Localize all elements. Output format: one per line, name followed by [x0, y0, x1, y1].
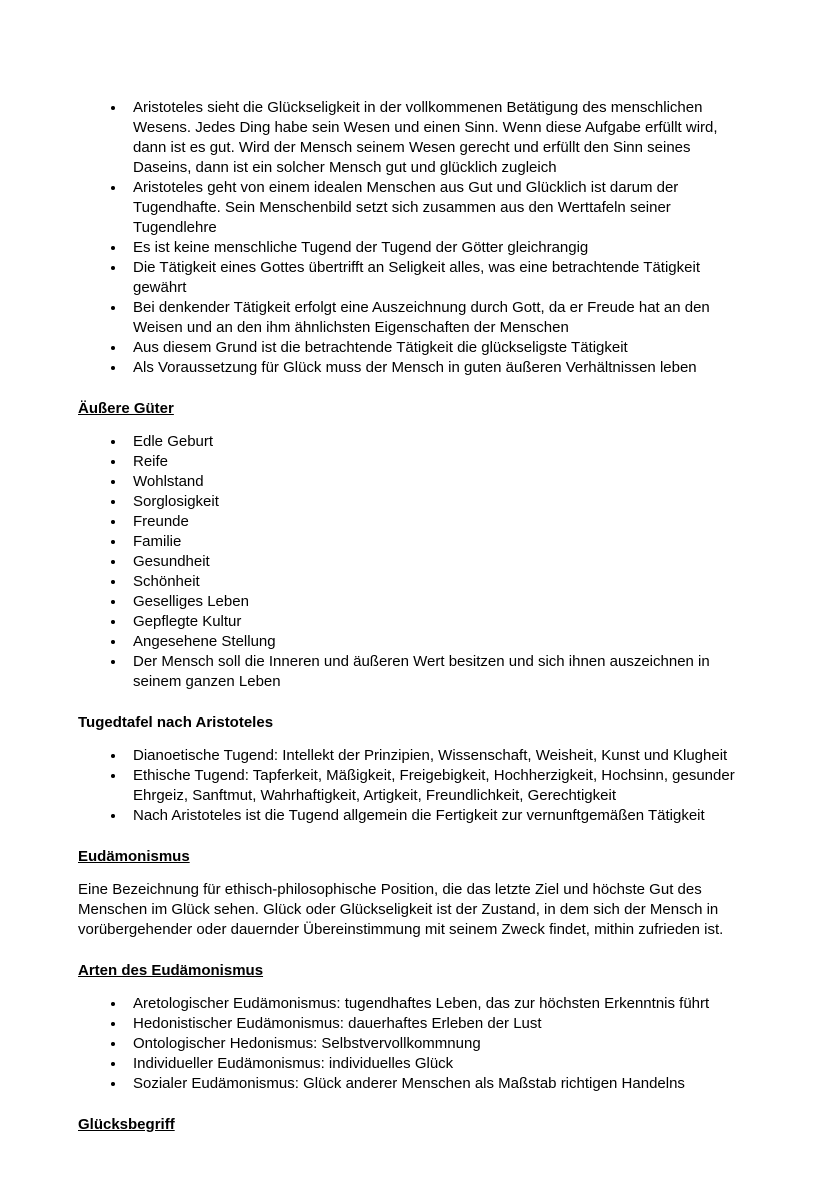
intro-bullet-list	[78, 98, 750, 378]
bullet-item: • Ontologischer Hedonismus: Selbstvervollkommnung	[126, 1034, 750, 1054]
bullet-item: • Wohlstand	[126, 472, 750, 492]
bullet-item: • Es ist keine menschliche Tugend der Tugend der Götter gleichrangig	[126, 238, 750, 258]
bullet-item: • Die Tätigkeit eines Gottes übertrifft an Seligkeit alles, was eine betrachtende Tätigkeit gewährt	[126, 258, 750, 298]
section-heading-eudaemonismus: Eudämonismus	[78, 848, 190, 865]
bullet-item: • Dianoetische Tugend: Intellekt der Prinzipien, Wissenschaft, Weisheit, Kunst und Klugheit	[126, 746, 750, 766]
arten-bullet-list	[78, 994, 750, 1094]
bullet-item: • Sorglosigkeit	[126, 492, 750, 512]
bullet-item: • Freunde	[126, 512, 750, 532]
section-heading-gluecksbegriff: Glücksbegriff	[78, 1116, 175, 1133]
bullet-item: • Bei denkender Tätigkeit erfolgt eine Auszeichnung durch Gott, da er Freude hat an den Weisen und an den ihm ähnlichsten Eigenschaften der Menschen	[126, 298, 750, 338]
section-heading-arten-des-eudaemonismus: Arten des Eudämonismus	[78, 962, 264, 979]
bullet-item: • Aretologischer Eudämonismus: tugendhaftes Leben, das zur höchsten Erkenntnis führt	[126, 994, 750, 1014]
bullet-item: • Der Mensch soll die Inneren und äußeren Wert besitzen und sich ihnen auszeichnen in seinem ganzen Leben	[126, 652, 750, 692]
bullet-item: • Individueller Eudämonismus: individuelles Glück	[126, 1054, 750, 1074]
bullet-item: • Als Voraussetzung für Glück muss der Mensch in guten äußeren Verhältnissen leben	[126, 358, 750, 378]
bullet-item: • Aus diesem Grund ist die betrachtende Tätigkeit die glückseligste Tätigkeit	[126, 338, 750, 358]
bullet-item: • Gesundheit	[126, 552, 750, 572]
section-heading-aeussere-gueter: Äußere Güter	[78, 400, 174, 417]
bullet-item: • Nach Aristoteles ist die Tugend allgemein die Fertigkeit zur vernunftgemäßen Tätigkeit	[126, 806, 750, 826]
bullet-item: • Gepflegte Kultur	[126, 612, 750, 632]
bullet-item: • Geselliges Leben	[126, 592, 750, 612]
eudaemonismus-paragraph: Eine Bezeichnung für ethisch-philosophische Position, die das letzte Ziel und höchste Gut des Menschen im Glück sehen. Glück oder Glückseligkeit ist der Zustand, in dem sich der Mensch in vorübergehender oder dauernder Übereinstimmung mit seinem Zweck findet, mithin zufrieden ist.	[78, 881, 724, 938]
aeussere-gueter-bullet-list	[78, 432, 750, 692]
bullet-item: • Aristoteles sieht die Glückseligkeit in der vollkommenen Betätigung des menschlichen Wesens. Jedes Ding habe sein Wesen und einen Sinn. Wenn diese Aufgabe erfüllt wird, dann ist es gut. Wird der Mensch seinem Wesen gerecht und erfüllt den Sinn seines Daseins, dann ist ein solcher Mensch gut und glücklich zugleich	[126, 98, 750, 178]
bullet-item: • Schönheit	[126, 572, 750, 592]
bullet-item: • Edle Geburt	[126, 432, 750, 452]
bullet-item: • Sozialer Eudämonismus: Glück anderer Menschen als Maßstab richtigen Handelns	[126, 1074, 750, 1094]
bullet-item: • Ethische Tugend: Tapferkeit, Mäßigkeit, Freigebigkeit, Hochherzigkeit, Hochsinn, gesunder Ehrgeiz, Sanftmut, Wahrhaftigkeit, Artigkeit, Freundlichkeit, Gerechtigkeit	[126, 766, 750, 806]
bullet-item: • Aristoteles geht von einem idealen Menschen aus Gut und Glücklich ist darum der Tugendhafte. Sein Menschenbild setzt sich zusammen aus den Werttafeln seiner Tugendlehre	[126, 178, 750, 238]
tugendtafel-bullet-list	[78, 746, 750, 826]
bullet-item: • Familie	[126, 532, 750, 552]
bullet-item: • Hedonistischer Eudämonismus: dauerhaftes Erleben der Lust	[126, 1014, 750, 1034]
section-heading-tugendtafel: Tugedtafel nach Aristoteles	[78, 714, 274, 731]
bullet-item: • Reife	[126, 452, 750, 472]
bullet-item: • Angesehene Stellung	[126, 632, 750, 652]
